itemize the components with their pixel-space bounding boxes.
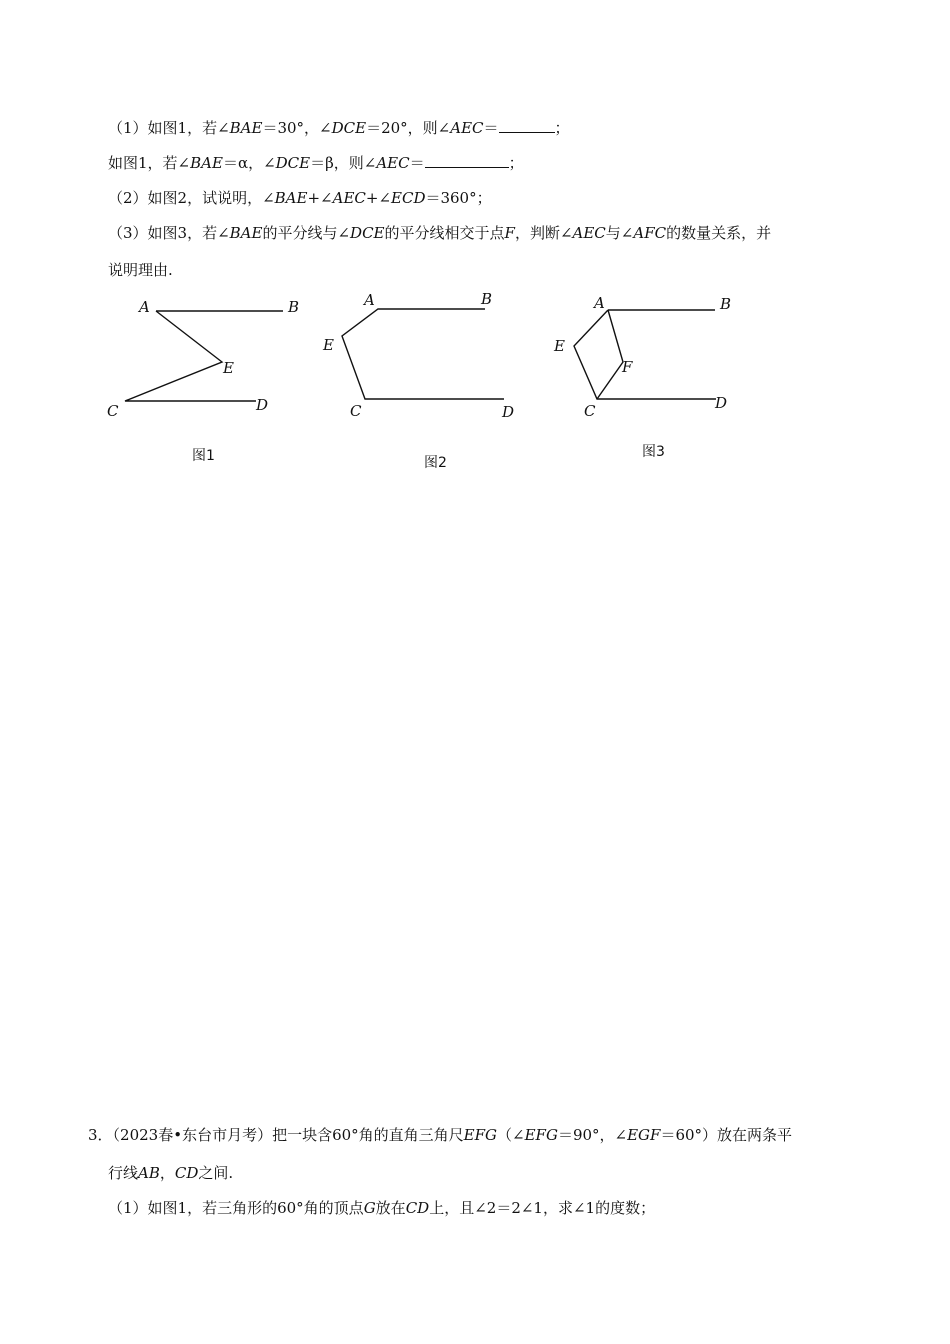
text: 的数量关系，并 (666, 224, 772, 242)
q3-line1 (88, 1125, 792, 1145)
var: DCE (275, 154, 311, 172)
text: ＝ (409, 154, 425, 172)
var: AB (138, 1164, 160, 1182)
var: EFG (463, 1126, 498, 1144)
text: ， (159, 1164, 175, 1182)
figures-svg (0, 0, 950, 480)
text: ＝90°，∠ (557, 1126, 628, 1144)
var: BAE (274, 189, 308, 207)
fig1-label-e: E (223, 359, 234, 377)
fig2-shape (342, 309, 504, 399)
var: AFC (633, 224, 667, 242)
text: ； (508, 154, 524, 172)
q3-part1-line (108, 1198, 655, 1218)
text: ＝30°，∠ (262, 119, 332, 137)
var: AEC (572, 224, 606, 242)
fig2-caption: 图2 (424, 455, 447, 471)
var: CD (405, 1199, 430, 1217)
q2-part3-line2: 说明理由. (108, 261, 173, 279)
var: ECD (391, 189, 426, 207)
var: DCE (350, 224, 385, 242)
var: AEC (332, 189, 366, 207)
fig2-label-c: C (350, 402, 362, 420)
fig1-label-a: A (139, 298, 150, 316)
fig3-label-a: A (594, 294, 605, 312)
text: （2）如图2，试说明，∠ (108, 189, 275, 207)
var: BAE (190, 154, 223, 172)
fig3-shape (574, 310, 716, 399)
var: BAE (229, 224, 263, 242)
var: EGF (627, 1126, 661, 1144)
fig2-label-a: A (364, 291, 375, 309)
text: （2023春•东台市月考）把一块含60°角的直角三角尺 (112, 1126, 464, 1144)
fig3-caption: 图3 (642, 444, 665, 460)
text: 的平分线与∠ (262, 224, 351, 242)
var: AEC (450, 119, 484, 137)
text: （3）如图3，若∠ (108, 224, 230, 242)
fig2-label-b: B (481, 290, 493, 308)
text: ＝ (483, 119, 499, 137)
var: CD (174, 1164, 199, 1182)
text: ＝β，则∠ (310, 154, 377, 172)
text: +∠ (365, 189, 392, 207)
fig1-label-c: C (107, 402, 119, 420)
fig2-label-e: E (323, 336, 334, 354)
text: ＝60°）放在两条平 (660, 1126, 793, 1144)
fig3-shape (597, 310, 623, 399)
var: EFG (524, 1126, 558, 1144)
fig1-caption: 图1 (192, 448, 215, 464)
text: 与∠ (605, 224, 634, 242)
var: BAE (229, 119, 263, 137)
text: 上，且∠2＝2∠1，求∠1的度数； (429, 1199, 656, 1217)
q3-line2 (108, 1163, 233, 1183)
text: ，判断∠ (514, 224, 573, 242)
text: 放在 (375, 1199, 406, 1217)
text: ＝20°，则∠ (366, 119, 451, 137)
fig2-label-d: D (502, 403, 515, 421)
text: （1）如图1，若三角形的60°角的顶点 (108, 1199, 364, 1217)
fig3-label-d: D (715, 394, 728, 412)
text: 之间. (198, 1164, 234, 1182)
text: 的平分线相交于点 (384, 224, 505, 242)
var: AEC (376, 154, 410, 172)
text: ＝α，∠ (222, 154, 276, 172)
text: 如图1，若∠ (108, 154, 191, 172)
var: DCE (331, 119, 367, 137)
question-number: 3． (88, 1126, 113, 1144)
fig3-label-e: E (554, 337, 565, 355)
text: ； (554, 119, 570, 137)
text: +∠ (307, 189, 333, 207)
fig3-label-c: C (584, 402, 596, 420)
fig1-label-d: D (256, 396, 269, 414)
text: （∠ (497, 1126, 525, 1144)
text: 行线 (108, 1164, 139, 1182)
fig1-label-b: B (288, 298, 300, 316)
fig3-label-b: B (720, 295, 732, 313)
fig3-label-f: F (622, 358, 633, 376)
var: F (504, 224, 515, 242)
fig1-shape (125, 311, 256, 401)
text: （1）如图1，若∠ (108, 119, 230, 137)
text: ＝360°； (425, 189, 492, 207)
var: G (363, 1199, 376, 1217)
